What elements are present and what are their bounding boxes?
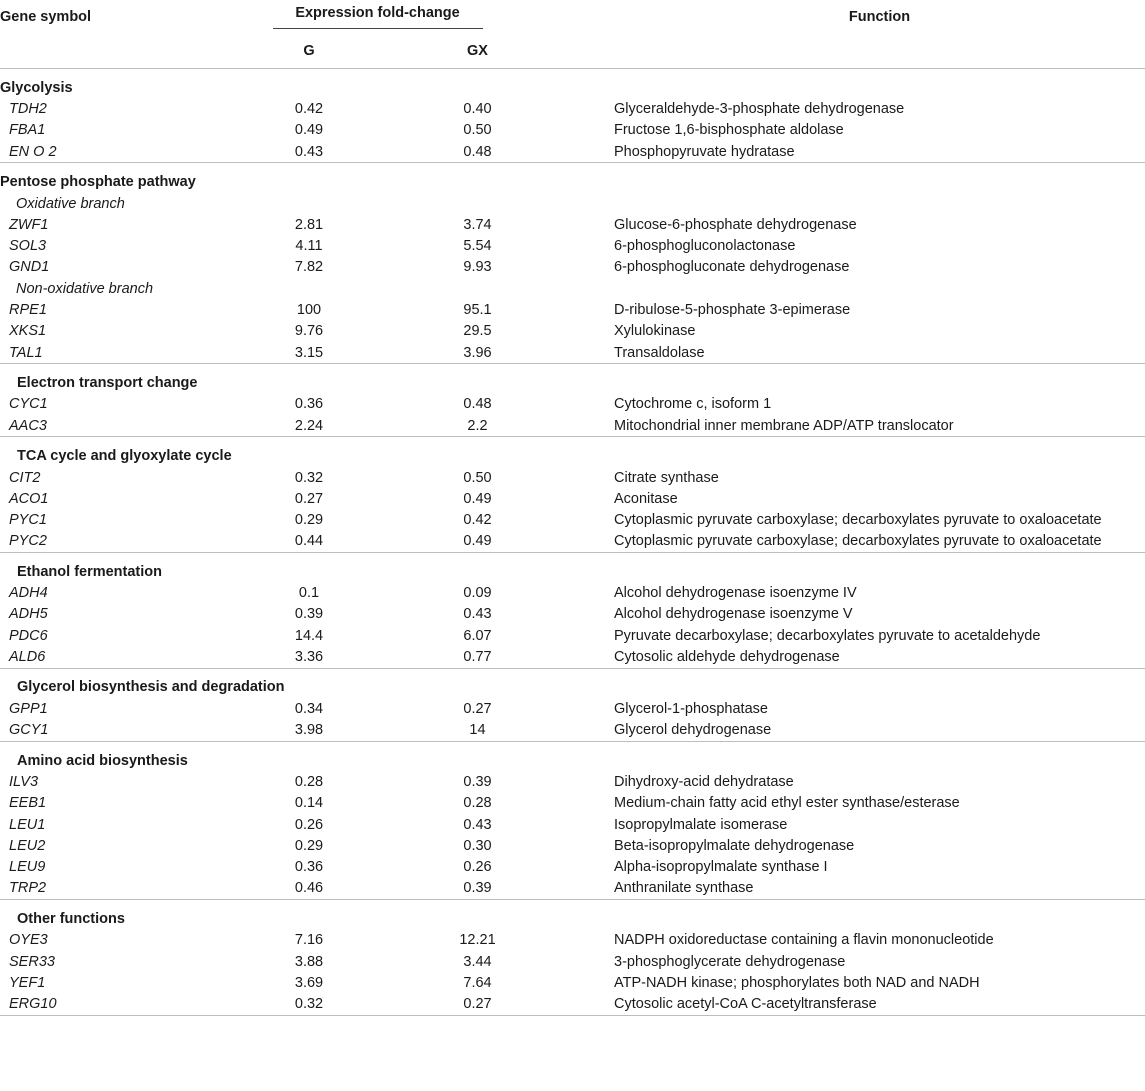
function-cell: Cytosolic acetyl-CoA C-acetyltransferase [614, 994, 1145, 1016]
gene-symbol-cell: ACO1 [9, 490, 49, 507]
table-row [0, 257, 1145, 278]
gx-value-cell: 0.26 [463, 859, 492, 876]
subsection-heading [0, 278, 1145, 299]
table-row [0, 488, 1145, 509]
g-value-cell: 3.15 [294, 344, 324, 361]
g-value-cell: 9.76 [294, 323, 324, 340]
table-row [0, 814, 1145, 835]
function-cell: Aconitase [614, 490, 678, 507]
function-cell: 6-phosphogluconolactonase [614, 238, 796, 255]
g-value-cell: 0.29 [294, 837, 324, 854]
header-gx: GX [409, 34, 546, 69]
gene-symbol-cell: TDH2 [9, 101, 47, 118]
function-cell: Fructose 1,6-bisphosphate aldolase [614, 122, 844, 139]
gene-symbol-cell: AAC3 [9, 417, 47, 434]
spacer-cell [546, 488, 614, 509]
spacer-cell [546, 972, 614, 993]
table-row [0, 99, 1145, 120]
g-value-cell: 0.14 [294, 795, 324, 812]
table-row [0, 972, 1145, 993]
header-expression-fold-change: Expression fold-change [209, 0, 546, 34]
spacer-cell [546, 771, 614, 792]
table-row [0, 583, 1145, 604]
gx-value-cell: 0.39 [463, 880, 492, 897]
gene-symbol-cell: LEU1 [9, 816, 46, 833]
section-heading [0, 163, 1145, 193]
section-title: Glycerol biosynthesis and degradation [0, 668, 1145, 698]
g-value-cell: 0.32 [209, 994, 409, 1016]
spacer-cell [546, 531, 614, 553]
function-cell: Anthranilate synthase [614, 880, 754, 897]
function-cell: Dihydroxy-acid dehydratase [614, 773, 794, 790]
table-row [0, 299, 1145, 320]
function-cell: Glucose-6-phosphate dehydrogenase [614, 216, 857, 233]
subsection-title: Oxidative branch [16, 195, 125, 212]
gx-value-cell: 0.48 [463, 396, 492, 413]
table-row [0, 930, 1145, 951]
function-cell: Cytoplasmic pyruvate carboxylase; decarboxylates pyruvate to oxaloacetate [614, 533, 1102, 550]
function-cell: 3-phosphoglycerate dehydrogenase [614, 953, 846, 970]
section-heading [0, 668, 1145, 698]
gx-value-cell: 0.48 [463, 143, 492, 160]
table-row [0, 857, 1145, 878]
g-value-cell: 0.44 [294, 533, 324, 550]
g-value-cell: 4.11 [295, 238, 323, 255]
table-row [0, 141, 1145, 163]
table-row [0, 604, 1145, 625]
g-value-cell: 0.49 [294, 122, 324, 139]
gene-symbol-cell: TAL1 [9, 344, 43, 361]
function-cell: Medium-chain fatty acid ethyl ester synthase/esterase [614, 795, 960, 812]
spacer-cell [546, 625, 614, 646]
spacer-cell [546, 235, 614, 256]
table-row [0, 214, 1145, 235]
table-row [0, 646, 1145, 668]
g-value-cell: 0.36 [294, 859, 324, 876]
table-row [0, 531, 1145, 553]
section-title: Pentose phosphate pathway [0, 163, 1145, 193]
table-row [0, 951, 1145, 972]
section-title: Electron transport change [0, 364, 1145, 394]
g-value-cell: 2.24 [294, 417, 324, 434]
gene-symbol-cell: PYC2 [9, 533, 47, 550]
gene-symbol-cell: GND1 [9, 259, 50, 276]
gx-value-cell: 0.77 [463, 649, 492, 666]
gene-symbol-cell: FBA1 [9, 122, 46, 139]
gx-value-cell: 0.43 [463, 816, 492, 833]
spacer-cell [546, 930, 614, 951]
g-value-cell: 14.4 [294, 627, 324, 644]
spacer-cell [546, 99, 614, 120]
function-cell: Cytosolic aldehyde dehydrogenase [614, 649, 840, 666]
spacer-cell [546, 394, 614, 415]
gene-symbol-cell: SOL3 [9, 238, 47, 255]
gx-value-cell: 0.09 [463, 585, 492, 602]
gx-value-cell: 3.44 [463, 953, 492, 970]
gx-value-cell: 0.27 [409, 994, 546, 1016]
spacer-cell [546, 814, 614, 835]
gx-value-cell: 0.28 [463, 795, 492, 812]
header-gene-symbol: Gene symbol [0, 9, 92, 25]
g-value-cell: 2.81 [294, 216, 324, 233]
spacer-cell [546, 415, 614, 437]
function-cell: Glycerol-1-phosphatase [614, 700, 768, 717]
spacer-cell [546, 342, 614, 364]
gx-value-cell: 9.93 [463, 259, 492, 276]
gx-value-cell: 6.07 [463, 627, 492, 644]
gene-symbol-cell: PYC1 [9, 512, 47, 529]
spacer-cell [546, 994, 614, 1016]
table-body [0, 69, 1145, 1016]
gx-value-cell: 7.64 [463, 974, 492, 991]
spacer-cell [546, 857, 614, 878]
gx-value-cell: 0.50 [463, 469, 492, 486]
table-row [0, 342, 1145, 364]
gx-value-cell: 5.54 [463, 238, 492, 255]
spacer-cell [546, 951, 614, 972]
spacer-cell [546, 141, 614, 163]
section-title: TCA cycle and glyoxylate cycle [0, 437, 1145, 467]
gx-value-cell: 14 [469, 722, 486, 739]
gx-value-cell: 0.40 [463, 101, 492, 118]
table-row [0, 415, 1145, 437]
function-cell: Glyceraldehyde-3-phosphate dehydrogenase [614, 101, 905, 118]
function-cell: Pyruvate decarboxylase; decarboxylates pyruvate to acetaldehyde [614, 627, 1041, 644]
g-value-cell: 0.34 [294, 700, 324, 717]
gx-value-cell: 0.30 [463, 837, 492, 854]
g-value-cell: 3.36 [294, 649, 324, 666]
table-row [0, 394, 1145, 415]
section-title: Glycolysis [0, 79, 73, 96]
gene-symbol-cell: ALD6 [9, 649, 46, 666]
spacer-cell [546, 720, 614, 742]
spacer-cell [546, 509, 614, 530]
gene-symbol-cell: OYE3 [9, 932, 48, 949]
gene-symbol-cell: CYC1 [9, 396, 48, 413]
section-heading [0, 553, 1145, 583]
section-heading [0, 437, 1145, 467]
function-cell: Isopropylmalate isomerase [614, 816, 788, 833]
gene-symbol-cell: YEF1 [9, 974, 46, 991]
g-value-cell: 0.1 [298, 585, 320, 602]
gene-symbol-cell: LEU9 [9, 859, 46, 876]
section-heading [0, 364, 1145, 394]
function-cell: Glycerol dehydrogenase [614, 722, 772, 739]
g-value-cell: 7.82 [294, 259, 324, 276]
gx-value-cell: 3.74 [463, 216, 492, 233]
gene-symbol-cell: GPP1 [9, 700, 48, 717]
gx-value-cell: 0.27 [463, 700, 492, 717]
function-cell: Cytochrome c, isoform 1 [614, 396, 772, 413]
gx-value-cell: 2.2 [467, 417, 488, 434]
function-cell: NADPH oxidoreductase containing a flavin mononucleotide [614, 932, 994, 949]
header-g: G [209, 34, 409, 69]
table-row [0, 321, 1145, 342]
table-row [0, 793, 1145, 814]
gene-symbol-cell: XKS1 [9, 323, 47, 340]
g-value-cell: 0.27 [294, 490, 324, 507]
gx-value-cell: 0.49 [463, 533, 492, 550]
function-cell: ATP-NADH kinase; phosphorylates both NAD and NADH [614, 974, 980, 991]
spacer-cell [546, 321, 614, 342]
function-cell: Citrate synthase [614, 469, 719, 486]
function-cell: D-ribulose-5-phosphate 3-epimerase [614, 302, 851, 319]
spacer-cell [546, 257, 614, 278]
gx-value-cell: 95.1 [463, 302, 492, 319]
gene-symbol-cell: LEU2 [9, 837, 46, 854]
gene-symbol-cell: PDC6 [9, 627, 48, 644]
g-value-cell: 7.16 [294, 932, 324, 949]
gx-value-cell: 3.96 [463, 344, 492, 361]
header-function: Function [848, 9, 911, 25]
spacer-cell [546, 698, 614, 719]
function-cell: Cytoplasmic pyruvate carboxylase; decarboxylates pyruvate to oxaloacetate [614, 512, 1102, 529]
subsection-heading [0, 193, 1145, 214]
table-row [0, 509, 1145, 530]
g-value-cell: 0.39 [294, 606, 324, 623]
g-value-cell: 100 [296, 302, 322, 319]
g-value-cell: 0.36 [294, 396, 324, 413]
gene-symbol-cell: CIT2 [9, 469, 41, 486]
spacer-cell [546, 583, 614, 604]
gene-symbol-cell: SER33 [9, 953, 55, 970]
table-row [0, 994, 1145, 1016]
table-row [0, 720, 1145, 742]
gene-symbol-cell: GCY1 [9, 722, 49, 739]
function-cell: Alcohol dehydrogenase isoenzyme V [614, 606, 853, 623]
function-cell: Xylulokinase [614, 323, 696, 340]
spacer-cell [546, 467, 614, 488]
section-heading [0, 69, 1145, 99]
g-value-cell: 0.46 [294, 880, 324, 897]
table-row [0, 120, 1145, 141]
spacer-cell [546, 120, 614, 141]
table-row [0, 235, 1145, 256]
gene-symbol-cell: ADH4 [9, 585, 48, 602]
g-value-cell: 0.43 [294, 143, 324, 160]
gx-value-cell: 0.39 [463, 773, 492, 790]
g-value-cell: 3.69 [294, 974, 324, 991]
g-value-cell: 0.29 [294, 512, 324, 529]
table-row [0, 625, 1145, 646]
function-cell: 6-phosphogluconate dehydrogenase [614, 259, 850, 276]
spacer-cell [546, 299, 614, 320]
table-row [0, 835, 1145, 856]
subsection-title: Non-oxidative branch [16, 280, 154, 297]
g-value-cell: 0.26 [294, 816, 324, 833]
spacer-cell [546, 214, 614, 235]
gene-symbol-cell: TRP2 [9, 880, 47, 897]
gx-value-cell: 0.43 [463, 606, 492, 623]
gx-value-cell: 0.49 [463, 490, 492, 507]
function-cell: Transaldolase [614, 344, 705, 361]
gx-value-cell: 0.50 [463, 122, 492, 139]
spacer-cell [546, 604, 614, 625]
table-row [0, 771, 1145, 792]
function-cell: Beta-isopropylmalate dehydrogenase [614, 837, 855, 854]
gene-symbol-cell: ILV3 [9, 773, 39, 790]
section-title: Other functions [0, 900, 1145, 930]
function-cell: Mitochondrial inner membrane ADP/ATP translocator [614, 417, 954, 434]
gx-value-cell: 29.5 [463, 323, 492, 340]
spacer-cell [546, 793, 614, 814]
table-row [0, 698, 1145, 719]
gene-symbol-cell: ADH5 [9, 606, 48, 623]
spacer-cell [546, 878, 614, 900]
section-heading [0, 900, 1145, 930]
section-heading [0, 741, 1145, 771]
gene-symbol-cell: ZWF1 [9, 216, 49, 233]
gene-symbol-cell: RPE1 [9, 302, 47, 319]
gx-value-cell: 12.21 [459, 932, 496, 949]
table-row [0, 467, 1145, 488]
table-row [0, 878, 1145, 900]
g-value-cell: 0.32 [294, 469, 324, 486]
section-title: Amino acid biosynthesis [0, 741, 1145, 771]
spacer-cell [546, 646, 614, 668]
g-value-cell: 0.42 [294, 101, 324, 118]
g-value-cell: 3.98 [294, 722, 324, 739]
function-cell: Alpha-isopropylmalate synthase I [614, 859, 828, 876]
gene-symbol-cell: ERG10 [0, 994, 209, 1016]
function-cell: Alcohol dehydrogenase isoenzyme IV [614, 585, 857, 602]
g-value-cell: 0.28 [294, 773, 324, 790]
gene-symbol-cell: EEB1 [9, 795, 47, 812]
function-cell: Phosphopyruvate hydratase [614, 143, 795, 160]
gx-value-cell: 0.42 [463, 512, 492, 529]
section-title: Ethanol fermentation [0, 553, 1145, 583]
g-value-cell: 3.88 [294, 953, 324, 970]
spacer-cell [546, 835, 614, 856]
gene-symbol-cell: EN O 2 [9, 143, 57, 160]
